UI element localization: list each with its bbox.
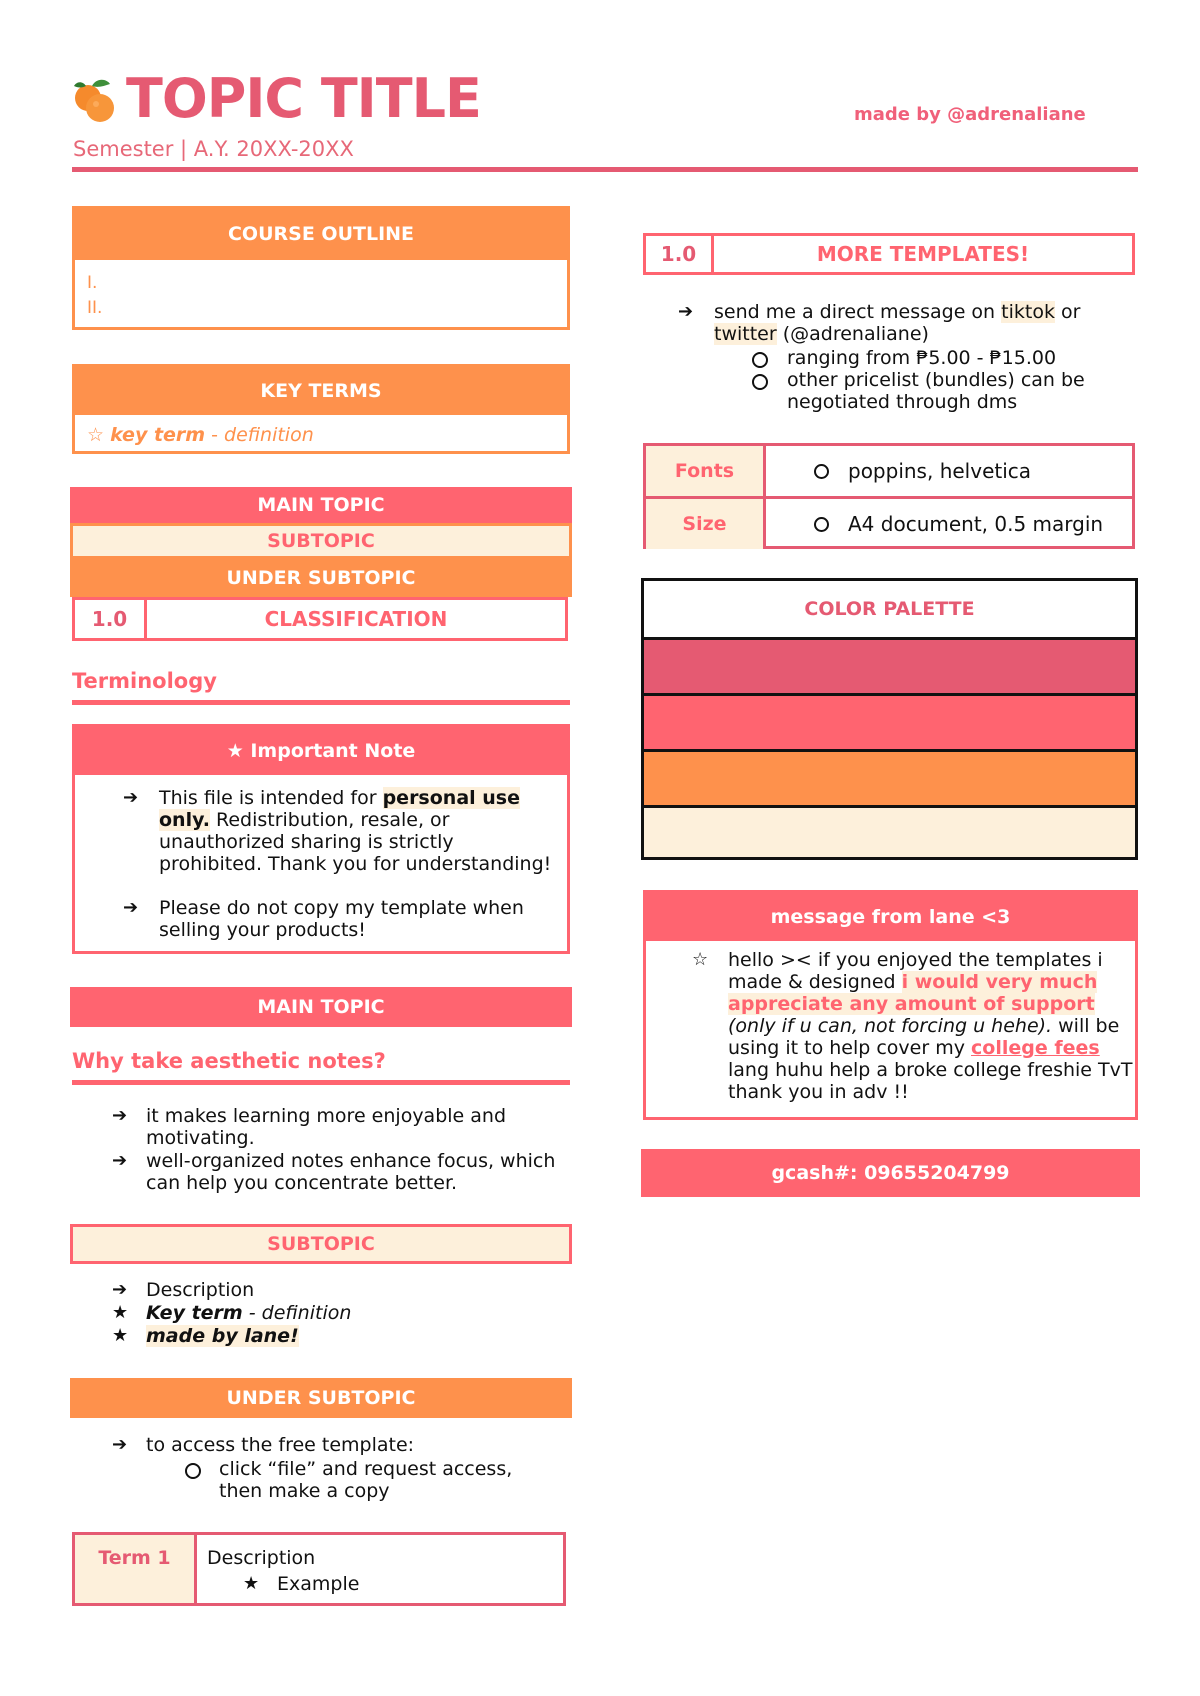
- subtopic-heading: SUBTOPIC: [70, 1224, 572, 1264]
- important-note-item: [159, 787, 559, 875]
- size-label: Size: [646, 499, 766, 549]
- arrow-right-icon: ➔: [112, 1150, 128, 1171]
- bullet-item: Description: [146, 1279, 255, 1301]
- key-terms-box: [72, 364, 570, 454]
- note-text: Redistribution, resale, or unauthorized sharing is strictly prohibited. Thank you for understanding!: [159, 809, 552, 875]
- twitter-highlight: twitter: [714, 323, 777, 345]
- sub-bullet-item: ranging from ₱5.00 - ₱15.00: [787, 347, 1057, 369]
- term-table: [72, 1532, 566, 1606]
- tiktok-highlight: tiktok: [1001, 301, 1055, 323]
- orange-fruit-icon: [72, 76, 120, 124]
- terminology-heading: Terminology: [72, 669, 217, 693]
- term-description: Description: [207, 1547, 316, 1569]
- arrow-right-icon: ➔: [112, 1105, 128, 1126]
- message-text: will be using it to help cover my: [728, 1015, 1120, 1059]
- star-icon: ★: [112, 1302, 129, 1323]
- circle-bullet-icon: [752, 374, 768, 390]
- important-note-box: [72, 724, 570, 954]
- bullet-item: it makes learning more enjoyable and motivating.: [146, 1105, 507, 1149]
- fonts-value: poppins, helvetica: [848, 459, 1032, 483]
- arrow-right-icon: ➔: [112, 1434, 128, 1455]
- header-divider: [72, 167, 1138, 172]
- more-templates-number: 1.0: [646, 236, 714, 272]
- important-note-title: ★ Important Note: [75, 727, 567, 775]
- contact-text: or: [1054, 301, 1081, 323]
- bullet-item: to access the free template:: [146, 1434, 415, 1456]
- contact-text: send me a direct message on: [714, 301, 1002, 323]
- key-term-entry: [87, 424, 314, 446]
- circle-bullet-icon: [185, 1463, 201, 1479]
- main-topic-heading: MAIN TOPIC: [70, 487, 572, 523]
- circle-bullet-icon: [752, 352, 768, 368]
- more-templates-contact: [714, 301, 1134, 345]
- key-term-text: Key term: [146, 1302, 243, 1324]
- color-swatch: [644, 693, 1135, 749]
- more-templates-title: MORE TEMPLATES!: [816, 242, 1030, 266]
- classification-row: [72, 597, 568, 641]
- classification-number: 1.0: [75, 600, 147, 638]
- key-terms-title: KEY TERMS: [75, 367, 567, 415]
- key-term-text: key term: [110, 424, 206, 446]
- key-term-separator: -: [205, 424, 225, 446]
- star-outline-icon: ☆: [692, 949, 709, 970]
- gcash-number-bar: gcash#: 09655204799: [641, 1149, 1140, 1197]
- course-outline-item: I.: [87, 273, 98, 293]
- course-outline-item: II.: [87, 298, 103, 318]
- arrow-right-icon: ➔: [678, 301, 694, 322]
- term-example: Example: [277, 1573, 360, 1595]
- message-body: [728, 949, 1133, 1103]
- sub-bullet-item: click “file” and request access, then make a copy: [219, 1458, 513, 1502]
- key-term-definition: - definition: [242, 1302, 352, 1324]
- contact-handle: (@adrenaliane): [776, 323, 929, 345]
- under-subtopic-heading: UNDER SUBTOPIC: [70, 1378, 572, 1418]
- message-title: message from lane <3: [646, 893, 1135, 941]
- fonts-label: Fonts: [646, 446, 766, 496]
- arrow-right-icon: ➔: [112, 1279, 128, 1300]
- circle-bullet-icon: [814, 517, 829, 532]
- color-palette-title: COLOR PALETTE: [804, 598, 975, 620]
- color-swatch: [644, 749, 1135, 805]
- arrow-right-icon: ➔: [123, 787, 139, 808]
- made-by-note: [146, 1325, 299, 1347]
- arrow-right-icon: ➔: [123, 897, 139, 918]
- term-name-cell: Term 1: [75, 1535, 197, 1603]
- message-text: hello >< if you enjoyed the templates i made & designed: [728, 949, 1103, 993]
- page-title: TOPIC TITLE: [126, 67, 481, 130]
- note-text: This file is intended for: [159, 787, 383, 809]
- specs-table: [643, 443, 1135, 549]
- section-question-heading: Why take aesthetic notes?: [72, 1049, 386, 1073]
- message-text: lang huhu help a broke college freshie TvT thank you in adv !!: [728, 1059, 1133, 1103]
- subtopic-heading: SUBTOPIC: [70, 523, 572, 559]
- main-topic-heading: MAIN TOPIC: [70, 987, 572, 1027]
- terminology-divider: [72, 700, 570, 705]
- message-highlight: i would very much appreciate any amount of support: [728, 971, 1098, 1015]
- more-templates-row: [643, 233, 1135, 275]
- star-icon: ★: [112, 1325, 129, 1346]
- color-swatch: [644, 637, 1135, 693]
- circle-bullet-icon: [814, 464, 829, 479]
- section-divider: [72, 1080, 570, 1085]
- star-outline-icon: ☆: [87, 424, 105, 446]
- key-term-definition: definition: [224, 424, 314, 446]
- classification-label: CLASSIFICATION: [264, 607, 448, 631]
- course-outline-box: [72, 206, 570, 330]
- made-by-highlight: made by lane!: [146, 1325, 299, 1347]
- semester-label: Semester | A.Y. 20XX-20XX: [73, 137, 354, 161]
- message-italic: (only if u can, not forcing u hehe).: [728, 1015, 1053, 1037]
- key-term-entry: [146, 1302, 351, 1324]
- sub-bullet-item: other pricelist (bundles) can be negotiated through dms: [787, 369, 1085, 413]
- size-value: A4 document, 0.5 margin: [848, 512, 1104, 536]
- bullet-item: well-organized notes enhance focus, which can help you concentrate better.: [146, 1150, 556, 1194]
- course-outline-list: [87, 271, 102, 321]
- note-highlight: personal use only.: [159, 787, 520, 831]
- important-note-item: Please do not copy my template when selling your products!: [159, 897, 524, 941]
- course-outline-title: COURSE OUTLINE: [75, 209, 567, 260]
- message-box: [643, 890, 1138, 1120]
- made-by-label: made by @adrenaliane: [854, 104, 1086, 125]
- college-fees-link[interactable]: college fees: [971, 1037, 1100, 1059]
- color-swatch: [644, 805, 1135, 857]
- star-icon: ★: [243, 1573, 260, 1594]
- under-subtopic-heading: UNDER SUBTOPIC: [70, 559, 572, 597]
- color-palette-box: [641, 578, 1138, 860]
